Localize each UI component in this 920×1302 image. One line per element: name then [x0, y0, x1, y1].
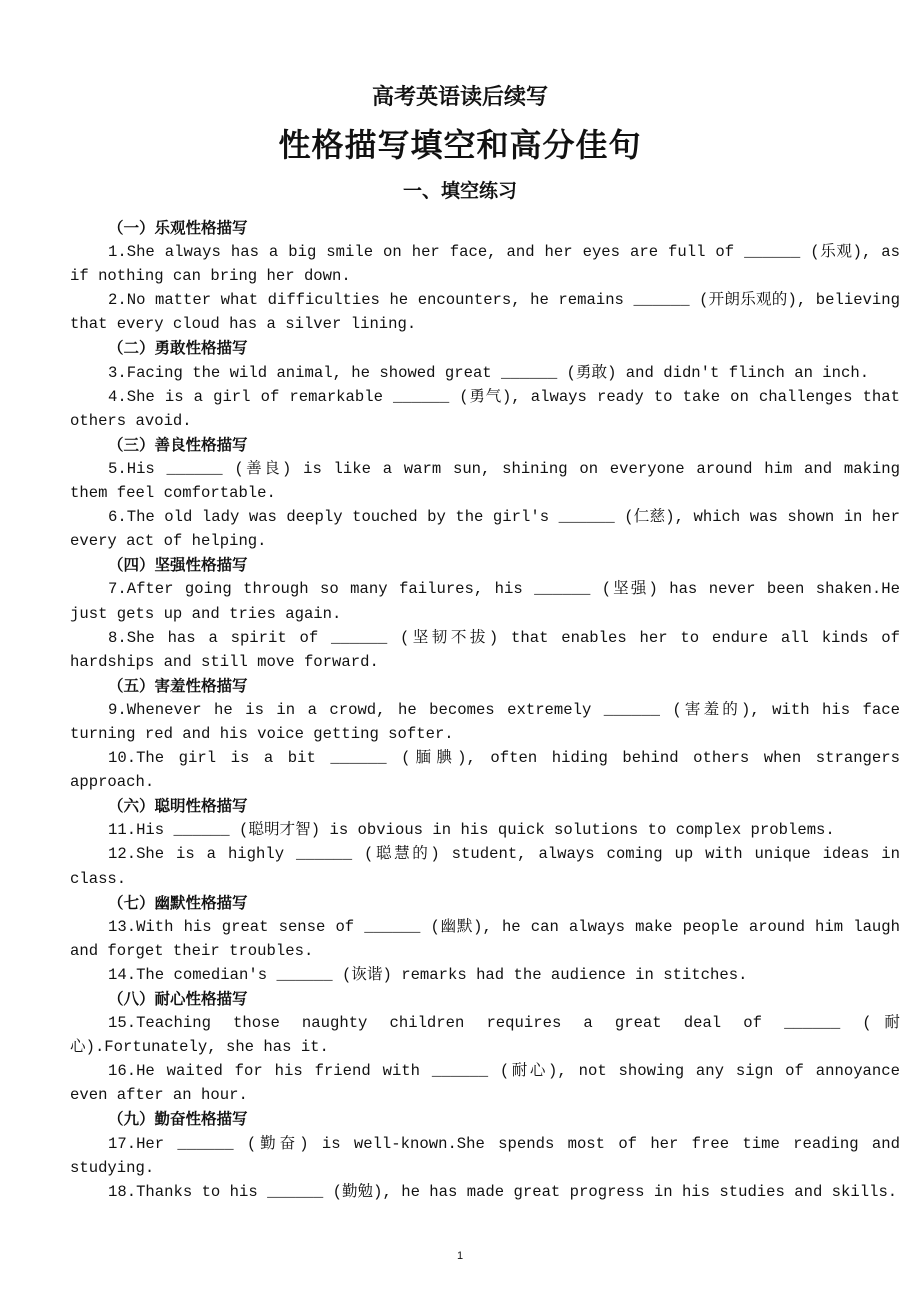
section-heading-bravery: （二）勇敢性格描写 [108, 339, 248, 358]
section-heading-shyness: （五）害羞性格描写 [108, 676, 248, 695]
exercise-item: 14.The comedian's ______ (诙谐) remarks had the audience in stitches. [108, 965, 748, 984]
exercise-item: 9.Whenever he is in a crowd, he becomes extremely ______ (害羞的), with his face turning red and his voice getting softer. [70, 700, 900, 743]
exercise-item: 16.He waited for his friend with ______ (耐心), not showing any sign of annoyance even after an hour. [70, 1062, 900, 1105]
section-heading-strength: （四）坚强性格描写 [108, 556, 248, 575]
section-heading-humor: （七）幽默性格描写 [108, 893, 248, 912]
exercise-item: 3.Facing the wild animal, he showed great ______ (勇敢) and didn't flinch an inch. [108, 363, 870, 382]
page-number: 1 [456, 1250, 464, 1262]
exercise-item: 13.With his great sense of ______ (幽默), he can always make people around him laugh and forget their troubles. [70, 917, 900, 960]
exercise-body [70, 216, 900, 1204]
exercise-item: 2.No matter what difficulties he encounters, he remains ______ (开朗乐观的), believing that every cloud has a silver lining. [70, 291, 900, 334]
exercise-item: 18.Thanks to his ______ (勤勉), he has made great progress in his studies and skills. [108, 1182, 898, 1201]
section-title: 一、填空练习 [402, 180, 517, 202]
exercise-item: 12.She is a highly ______ (聪慧的) student, always coming up with unique ideas in class. [70, 845, 900, 888]
exercise-item: 1.She always has a big smile on her face, and her eyes are full of ______ (乐观), as if nothing can bring her down. [70, 243, 900, 286]
section-heading-optimism: （一）乐观性格描写 [108, 219, 248, 237]
section-heading-patience: （八）耐心性格描写 [108, 990, 248, 1008]
exercise-item: 5.His ______ (善良) is like a warm sun, shining on everyone around him and making them feel comfortable. [70, 459, 900, 503]
exercise-item: 6.The old lady was deeply touched by the girl's ______ (仁慈), which was shown in her every act of helping. [70, 508, 900, 551]
exercise-item: 8.She has a spirit of ______ (坚韧不拔) that enables her to endure all kinds of hardships and still move forward. [70, 628, 900, 671]
exercise-item: 4.She is a girl of remarkable ______ (勇气), always ready to take on challenges that others avoid. [70, 387, 900, 430]
document-title: 高考英语读后续写 [371, 85, 548, 110]
exercise-item: 7.After going through so many failures, his ______ (坚强) has never been shaken.He just gets up and tries again. [70, 580, 900, 623]
section-heading-diligence: （九）勤奋性格描写 [108, 1110, 248, 1129]
exercise-item: 11.His ______ (聪明才智) is obvious in his quick solutions to complex problems. [108, 821, 835, 840]
exercise-item: 17.Her ______ (勤奋) is well-known.She spends most of her free time reading and studying. [70, 1134, 900, 1177]
exercise-item: 10.The girl is a bit ______ (腼腆), often hiding behind others when strangers approach. [70, 749, 900, 792]
section-heading-kindness: （三）善良性格描写 [108, 435, 248, 454]
document-subtitle: 性格描写填空和高分佳句 [278, 126, 642, 164]
section-heading-intelligence: （六）聪明性格描写 [108, 797, 248, 816]
exercise-item: 15.Teaching those naughty children requires a great deal of ______ (耐心).Fortunately, she has it. [70, 1014, 900, 1057]
